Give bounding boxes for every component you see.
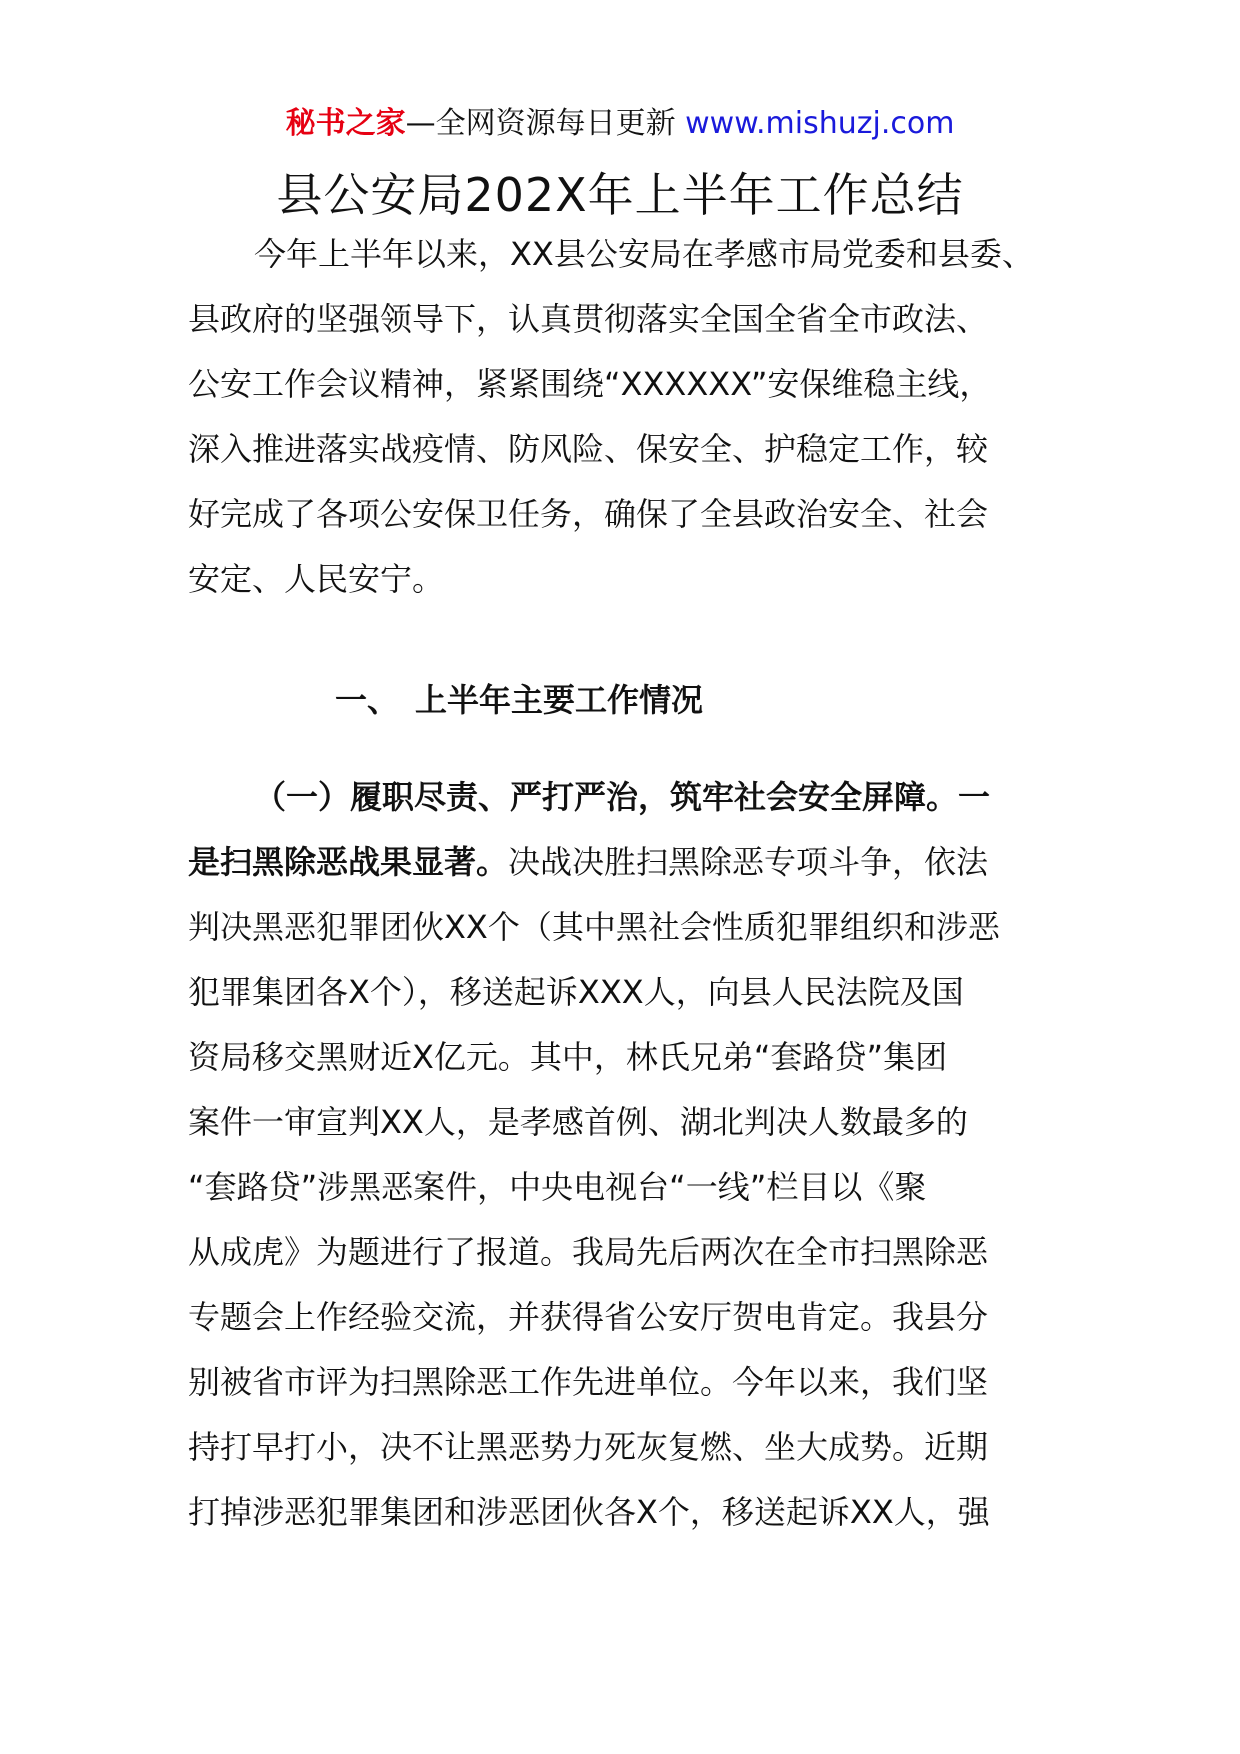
subsection-line: 犯罪集团各X个），移送起诉XXX人，向县人民法院及国: [188, 973, 964, 1011]
intro-line: 县政府的坚强领导下，认真贯彻落实全国全省全市政法、: [188, 300, 989, 338]
intro-paragraph: [188, 222, 1058, 612]
subsection-lead-rest: 决战决胜扫黑除恶专项斗争，依法: [508, 843, 989, 881]
banner-slogan: —全网资源每日更新: [405, 106, 686, 141]
subsection-lead-bold: 是扫黑除恶战果显著。: [188, 843, 509, 881]
subsection-line: 专题会上作经验交流，并获得省公安厅贺电肯定。我县分: [188, 1298, 989, 1336]
banner-brand: 秘书之家: [285, 106, 406, 141]
subsection-line: 资局移交黑财近X亿元。其中，林氏兄弟“套路贷”集团: [188, 1038, 948, 1076]
intro-line: 公安工作会议精神，紧紧围绕“XXXXXX”安保维稳主线，: [188, 365, 992, 403]
subsection-line: [188, 830, 1058, 895]
subsection-line: “套路贷”涉黑恶案件，中央电视台“一线”栏目以《聚: [188, 1168, 927, 1206]
subsection-line: 从成虎》为题进行了报道。我局先后两次在全市扫黑除恶: [188, 1233, 989, 1271]
intro-line: 好完成了各项公安保卫任务，确保了全县政治安全、社会: [188, 495, 989, 533]
intro-line: 深入推进落实战疫情、防风险、保安全、护稳定工作，较: [188, 430, 989, 468]
intro-line: 安定、人民安宁。: [188, 560, 445, 598]
subsection-paragraph: [188, 765, 1058, 1545]
subsection-line: 持打早打小，决不让黑恶势力死灰复燃、坐大成势。近期: [188, 1428, 989, 1466]
banner-url-link[interactable]: www.mishuzj.com: [685, 106, 955, 141]
subsection-heading-line: （一）履职尽责、严打严治，筑牢社会安全屏障。一: [254, 778, 991, 816]
subsection-line: 打掉涉恶犯罪集团和涉恶团伙各X个，移送起诉XX人，强: [188, 1493, 990, 1531]
subsection-line: 别被省市评为扫黑除恶工作先进单位。今年以来，我们坚: [188, 1363, 989, 1401]
section-title: 上半年主要工作情况: [415, 681, 704, 719]
document-title: 县公安局202X年上半年工作总结: [276, 168, 964, 222]
section-heading: [335, 668, 703, 733]
section-number: 一、: [335, 681, 400, 719]
subsection-line: 判决黑恶犯罪团伙XX个（其中黑社会性质犯罪组织和涉恶: [188, 908, 1000, 946]
site-banner: [0, 100, 1240, 148]
subsection-line: 案件一审宣判XX人，是孝感首例、湖北判决人数最多的: [188, 1103, 968, 1141]
intro-line: 今年上半年以来，XX县公安局在孝感市局党委和县委、: [254, 235, 1034, 273]
